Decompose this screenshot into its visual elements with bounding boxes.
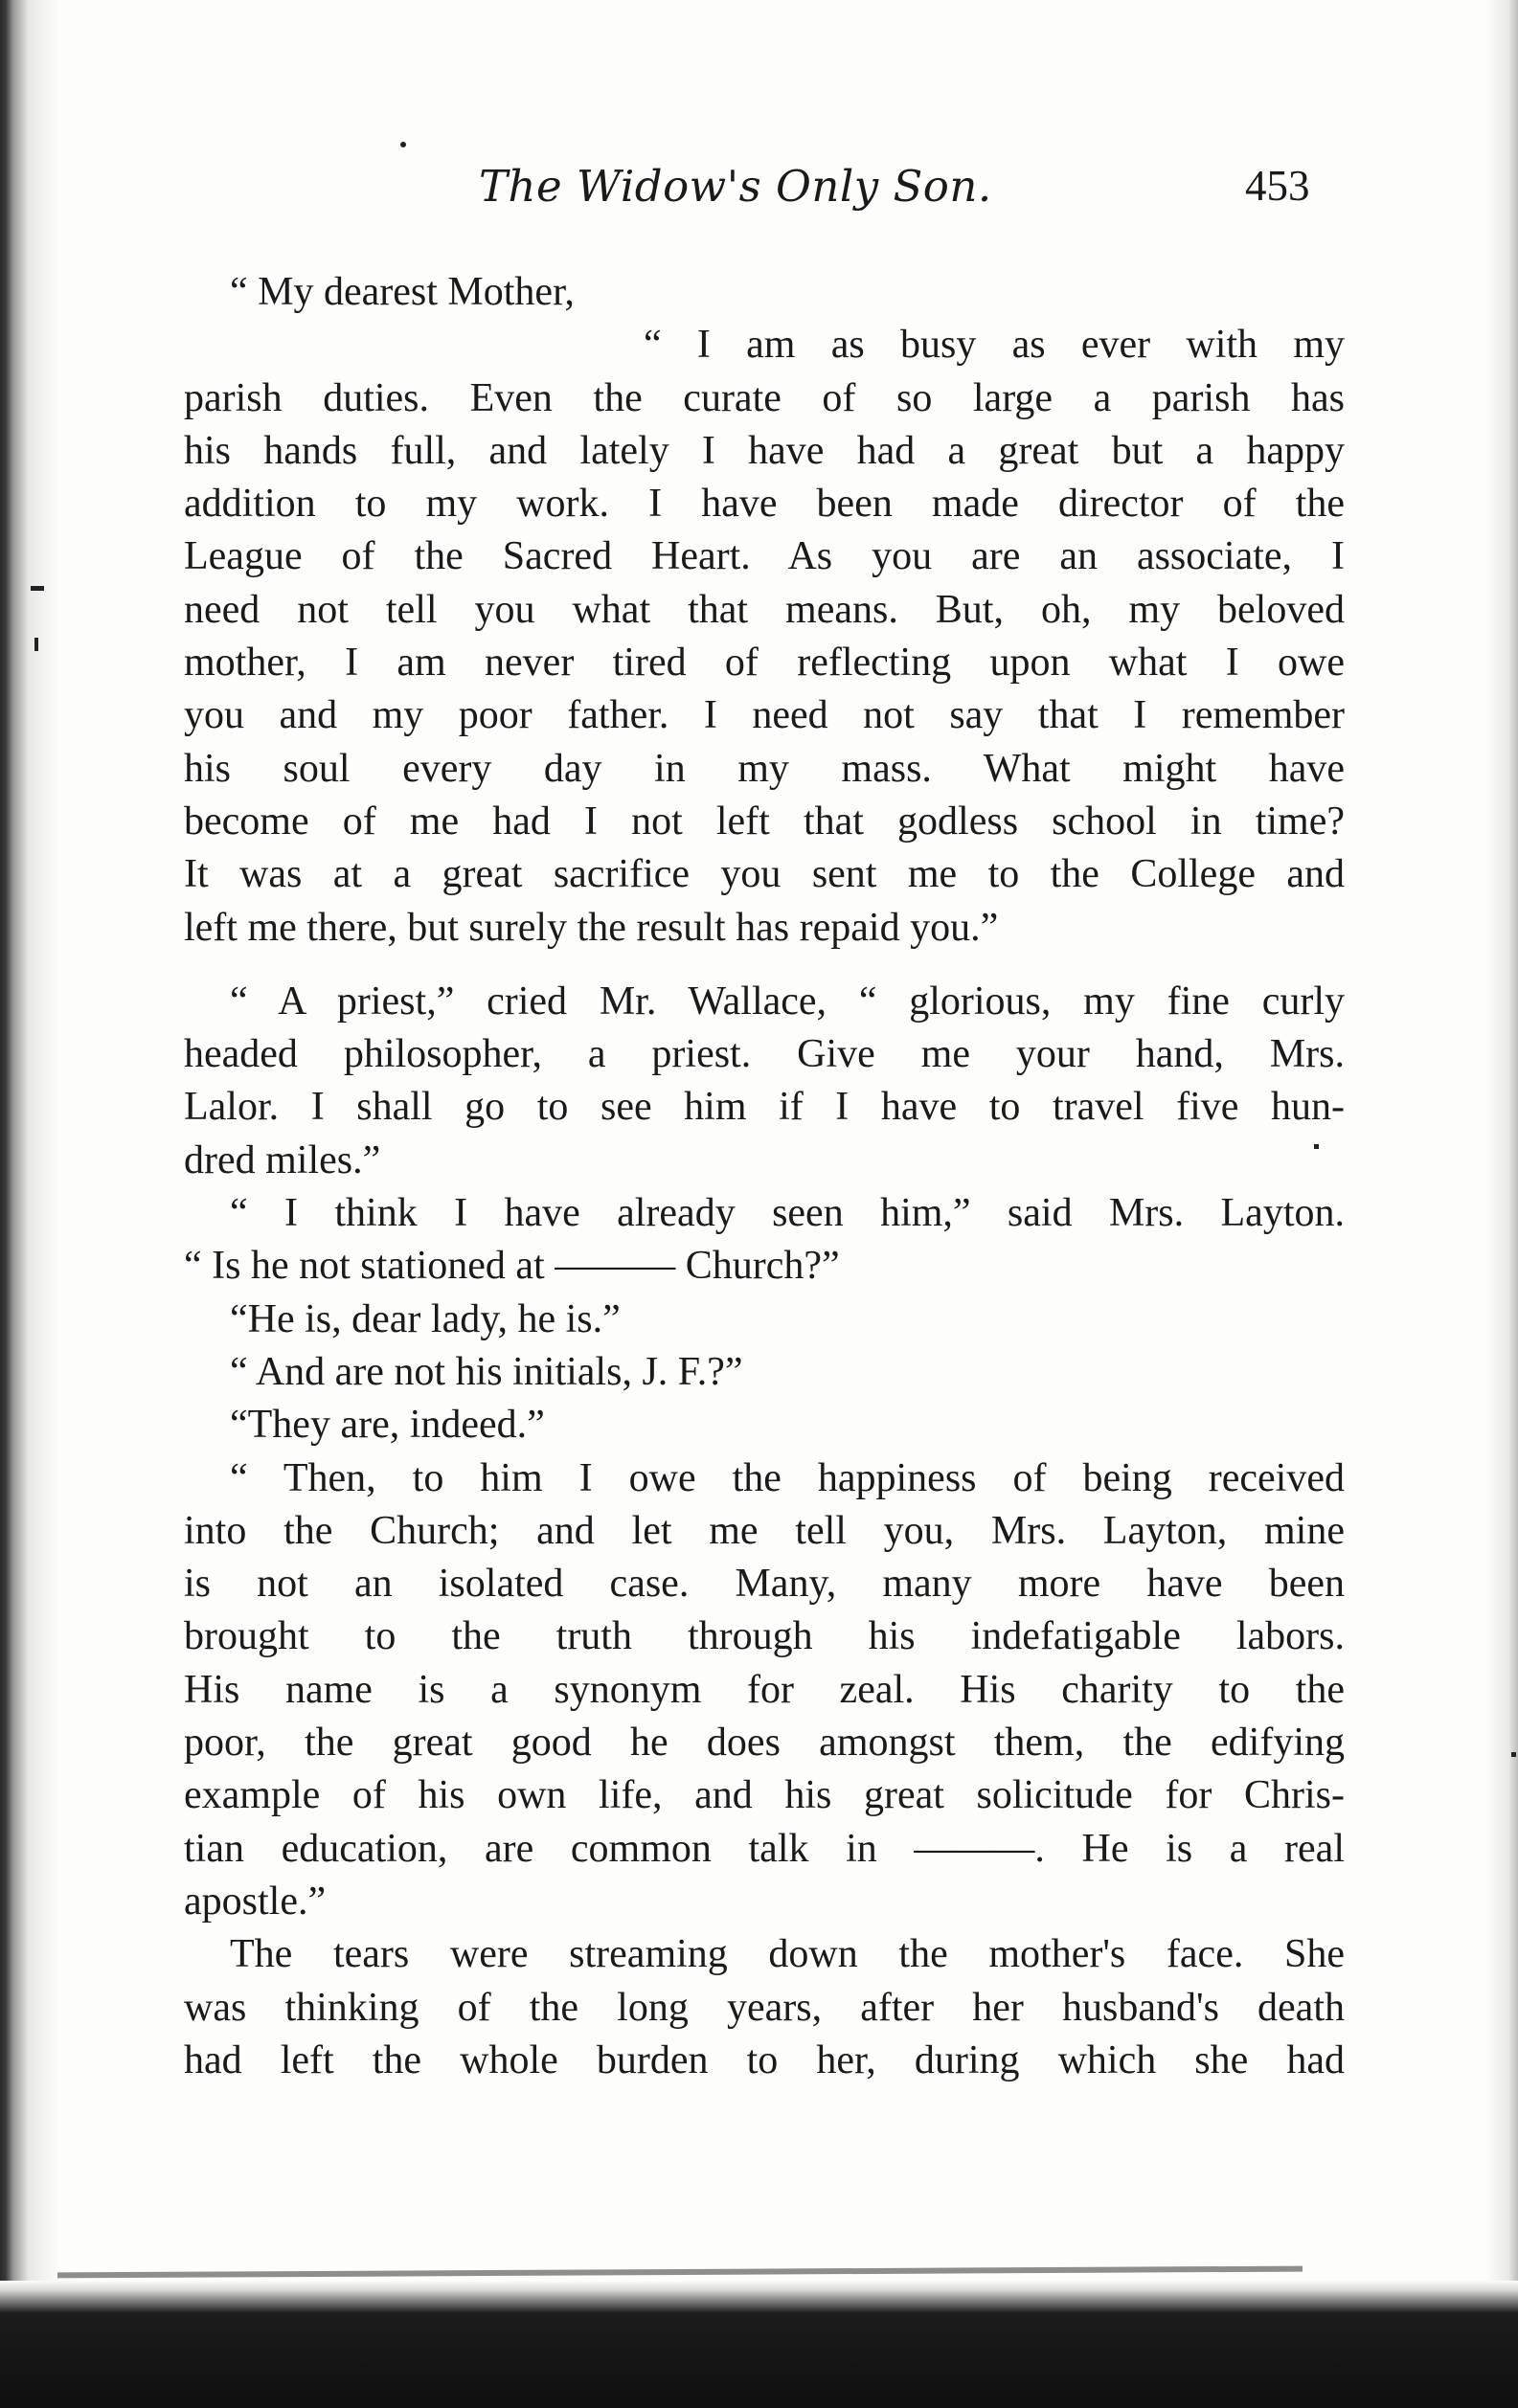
text-line: become of me had I not left that godless school in time? [184, 799, 1345, 844]
text-line: His name is a synonym for zeal. His charity to the [184, 1667, 1345, 1712]
scan-speck [34, 638, 38, 651]
running-title: The Widow's Only Son. [479, 161, 992, 212]
paragraph-gap [184, 955, 1345, 976]
text-line: It was at a great sacrifice you sent me to the College and [184, 852, 1345, 897]
text-line: his soul every day in my mass. What might have [184, 746, 1345, 791]
text-line: example of his own life, and his great solicitude for Chris- [184, 1773, 1345, 1818]
scan-bottom-border [0, 2281, 1518, 2408]
text-line: headed philosopher, a priest. Give me your hand, Mrs. [184, 1032, 1345, 1077]
text-line: mother, I am never tired of reflecting upon what I owe [184, 641, 1345, 686]
text-line: “He is, dear lady, he is.” [230, 1296, 621, 1341]
scan-speck [400, 142, 406, 147]
paragraph-wallace [184, 976, 1345, 1187]
text-line: into the Church; and let me tell you, Mrs. Layton, mine [184, 1508, 1345, 1553]
body-text [184, 266, 1345, 2087]
text-line: Lalor. I shall go to see him if I have to travel five hun- [184, 1085, 1345, 1130]
text-line: dred miles.” [184, 1137, 381, 1182]
paragraph-layton [184, 1187, 1345, 1294]
text-line: had left the whole burden to her, during which she had [184, 2037, 1345, 2082]
text-line: “They are, indeed.” [230, 1403, 545, 1448]
text-line: was thinking of the long years, after her husband's death [184, 1985, 1345, 2030]
text-line: The tears were streaming down the mother's face. She [230, 1932, 1345, 1977]
text-line: “ And are not his initials, J. F.?” [230, 1349, 743, 1394]
paragraph-letter [184, 266, 1345, 955]
text-line: you and my poor father. I need not say that I remember [184, 693, 1345, 738]
page-number: 453 [1245, 162, 1310, 210]
text-line: poor, the great good he does amongst them, the edifying [184, 1721, 1345, 1766]
text-line: “ I am as busy as ever with my [644, 323, 1345, 368]
text-line: “ I think I have already seen him,” said Mrs. Layton. [230, 1191, 1345, 1236]
text-line: his hands full, and lately I have had a great but a happy [184, 428, 1345, 473]
text-line: “ A priest,” cried Mr. Wallace, “ glorious, my fine curly [230, 979, 1345, 1024]
text-line: parish duties. Even the curate of so large a parish has [184, 375, 1345, 420]
paragraph-testimony [184, 1452, 1345, 1929]
text-line: “ Is he not stationed at ——— Church?” [184, 1244, 840, 1289]
text-line: “ My dearest Mother, [230, 270, 575, 314]
paragraph-reply-1 [184, 1294, 1345, 1346]
text-line: “ Then, to him I owe the happiness of being received [230, 1455, 1345, 1500]
text-line: need not tell you what that means. But, oh, my beloved [184, 587, 1345, 632]
paragraph-reply-2 [184, 1399, 1345, 1452]
text-line: addition to my work. I have been made director of the [184, 482, 1345, 527]
text-line: apostle.” [184, 1879, 327, 1924]
scan-speck [31, 586, 44, 591]
paragraph-mother [184, 1928, 1345, 2087]
scan-speck [1511, 1752, 1516, 1757]
binding-edge-shadow [0, 0, 59, 2408]
text-line: is not an isolated case. Many, many more have been [184, 1562, 1345, 1607]
text-line: left me there, but surely the result has repaid you.” [184, 905, 999, 950]
text-line: tian education, are common talk in ———. He is a real [184, 1826, 1345, 1871]
right-edge-shadow [1485, 0, 1518, 2408]
scan-streak [57, 2266, 1303, 2279]
text-line: League of the Sacred Heart. As you are an associate, I [184, 534, 1345, 579]
text-line: brought to the truth through his indefatigable labors. [184, 1614, 1345, 1659]
paragraph-question [184, 1346, 1345, 1399]
